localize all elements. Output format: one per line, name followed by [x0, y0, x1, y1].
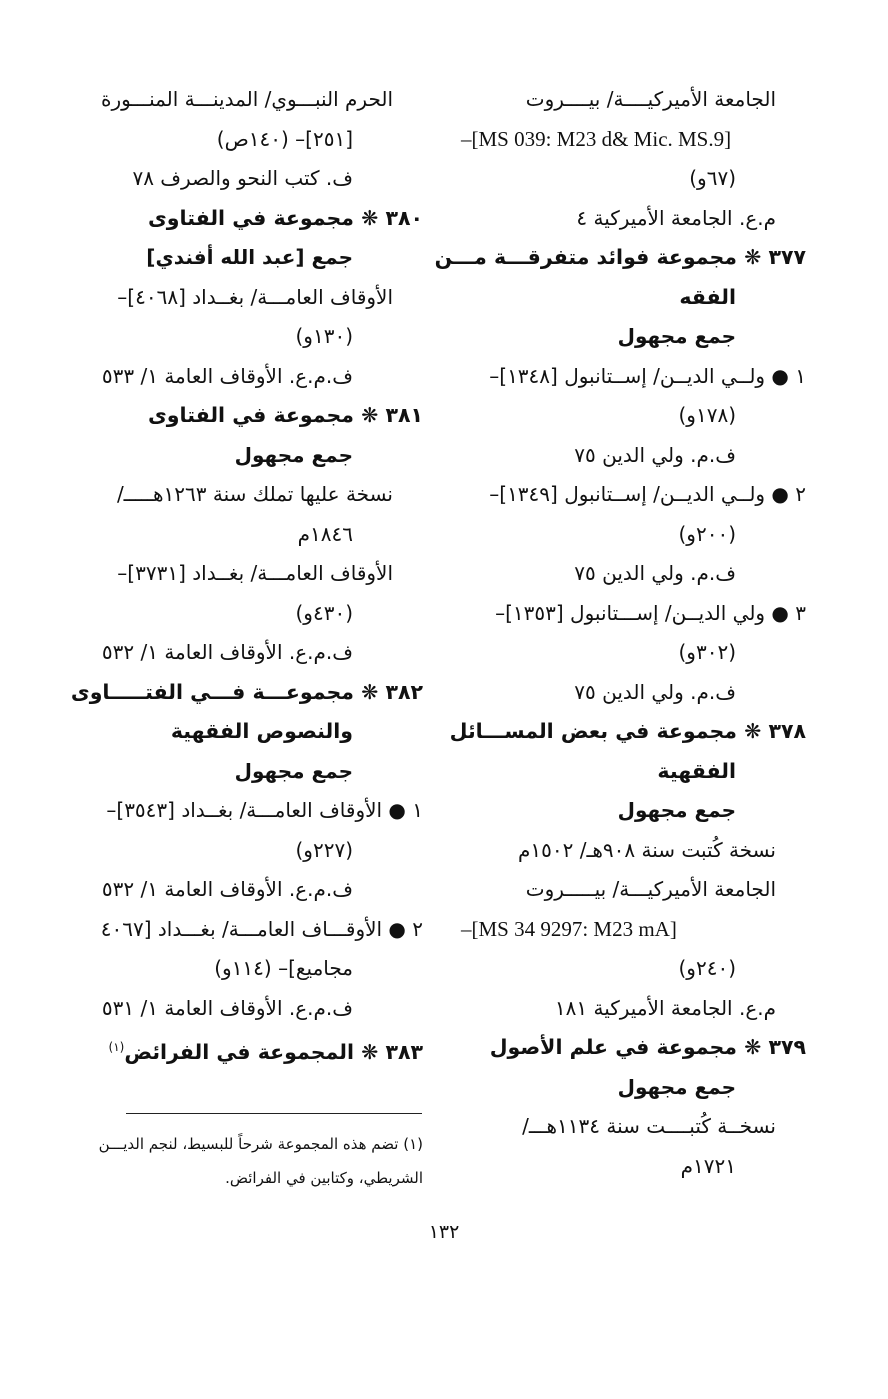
right-column-line: (١٧٨و)	[678, 403, 736, 427]
footnote-marker: (١)	[108, 1040, 125, 1054]
left-column-line: ف.م.ع. الأوقاف العامة ١/ ٥٣١	[101, 995, 353, 1020]
left-column-line: ف.م.ع. الأوقاف العامة ١/ ٥٣٣	[101, 363, 353, 388]
left-column-line: ف.م.ع. الأوقاف العامة ١/ ٥٣٢	[101, 640, 353, 664]
right-column-line: ف.م. ولي الدين ٧٥	[574, 442, 736, 467]
right-column-line: الجامعة الأميركيـــة/ بيـــــروت	[525, 877, 776, 901]
page-number: ١٣٢	[428, 1221, 460, 1243]
left-column-line: ١ ● الأوقاف العامـــة/ بغــداد [٣٥٤٣]–	[106, 798, 423, 822]
left-column-line: (٢٢٧و)	[295, 837, 353, 862]
left-column-line: ف. كتب النحو والصرف ٧٨	[132, 166, 353, 190]
footnote-rule	[126, 1113, 422, 1114]
right-column-line: نسخة كُتبت سنة ٩٠٨هـ/ ١٥٠٢م	[518, 837, 776, 862]
right-column-line: ١٧٢١م	[680, 1153, 736, 1178]
left-column-line: نسخة عليها تملك سنة ١٢٦٣هـــــ/	[116, 482, 393, 506]
left-column	[70, 80, 423, 1072]
footnote-line-2: الشريطي، وكتابين في الفرائض.	[225, 1169, 423, 1187]
left-column-line: ف.م.ع. الأوقاف العامة ١/ ٥٣٢	[101, 877, 353, 901]
right-column-line: –[MS 34 9297: M23 mA]	[461, 916, 677, 941]
right-column-line: –[MS 039: M23 d& Mic. MS.9]	[461, 126, 732, 151]
left-column-line: والنصوص الفقهية	[170, 719, 353, 743]
left-column-line: جمع [عبد الله أفندي]	[146, 245, 353, 269]
left-column-line: جمع مجهول	[234, 442, 353, 467]
right-column-line: جمع مجهول	[617, 1074, 736, 1099]
right-column-line: ١ ● ولــي الديــن/ إســتانبول [١٣٤٨]–	[489, 363, 806, 388]
right-column-line: م.ع. الجامعة الأميركية ٤	[576, 205, 776, 230]
right-column-line: ٣٧٨ ❋ مجموعة في بعض المســـائل	[449, 719, 806, 743]
left-column-line: ٣٨٠ ❋ مجموعة في الفتاوى	[147, 205, 423, 230]
left-column-line: مجاميع]– (١١٤و)	[214, 956, 353, 980]
left-column-line: ٣٨٣ ❋ المجموعة في الفرائض$^{(١)}$	[108, 1039, 423, 1064]
left-column-line: الأوقاف العامـــة/ بغــداد [٣٧٣١]–	[117, 561, 393, 585]
right-column-line: ف.م. ولي الدين ٧٥	[574, 679, 736, 704]
right-column-line: الجامعة الأميركيــــة/ بيــــروت	[525, 87, 776, 111]
footnote	[78, 1127, 423, 1195]
left-column-line: ١٨٤٦م	[297, 521, 353, 546]
right-column-line: ٢ ● ولــي الديــن/ إســتانبول [١٣٤٩]–	[489, 482, 806, 506]
right-column-line: ٣ ● ولي الديــن/ إســـتانبول [١٣٥٣]–	[495, 600, 806, 625]
right-column-line: نسخــة كُتبــــت سنة ١١٣٤هـــ/	[522, 1114, 776, 1138]
right-column-line: الفقه	[679, 284, 736, 309]
footnote-line-1: (١) تضم هذه المجموعة شرحاً للبسيط، لنجم الديـــن	[98, 1135, 423, 1153]
left-column-line: الحرم النبـــوي/ المدينـــة المنـــورة	[101, 87, 393, 111]
left-column-line: ٣٨١ ❋ مجموعة في الفتاوى	[147, 403, 423, 427]
right-column-line: جمع مجهول	[617, 324, 736, 348]
right-column-line: ف.م. ولي الدين ٧٥	[574, 561, 736, 585]
left-column-line: (١٣٠و)	[295, 324, 353, 348]
left-column-line: (٤٣٠و)	[295, 600, 353, 625]
right-column	[434, 80, 806, 1186]
right-column-line: (٣٠٢و)	[678, 640, 736, 664]
left-column-line: ٢ ● الأوقـــاف العامـــة/ بغـــداد [٤٠٦٧	[100, 916, 423, 941]
right-column-line: الفقهية	[657, 758, 736, 783]
right-column-line: (٦٧و)	[689, 166, 736, 190]
right-column-line: (٢٠٠و)	[678, 521, 736, 546]
right-column-line: ٣٧٧ ❋ مجموعة فوائد متفرقـــة مـــن	[434, 245, 806, 269]
right-column-line: م.ع. الجامعة الأميركية ١٨١	[554, 995, 776, 1020]
right-column-line: ٣٧٩ ❋ مجموعة في علم الأصول	[489, 1035, 806, 1059]
right-column-line: (٢٤٠و)	[678, 956, 736, 980]
right-column-line: جمع مجهول	[617, 798, 736, 822]
left-column-line: ٣٨٢ ❋ مجموعـــة فـــي الفتـــــاوى	[70, 679, 423, 704]
left-column-line: الأوقاف العامـــة/ بغــداد [٤٠٦٨]–	[117, 284, 393, 309]
left-column-line: جمع مجهول	[234, 758, 353, 783]
left-column-line: [٢٥١]– (١٤٠ص)	[216, 126, 353, 151]
